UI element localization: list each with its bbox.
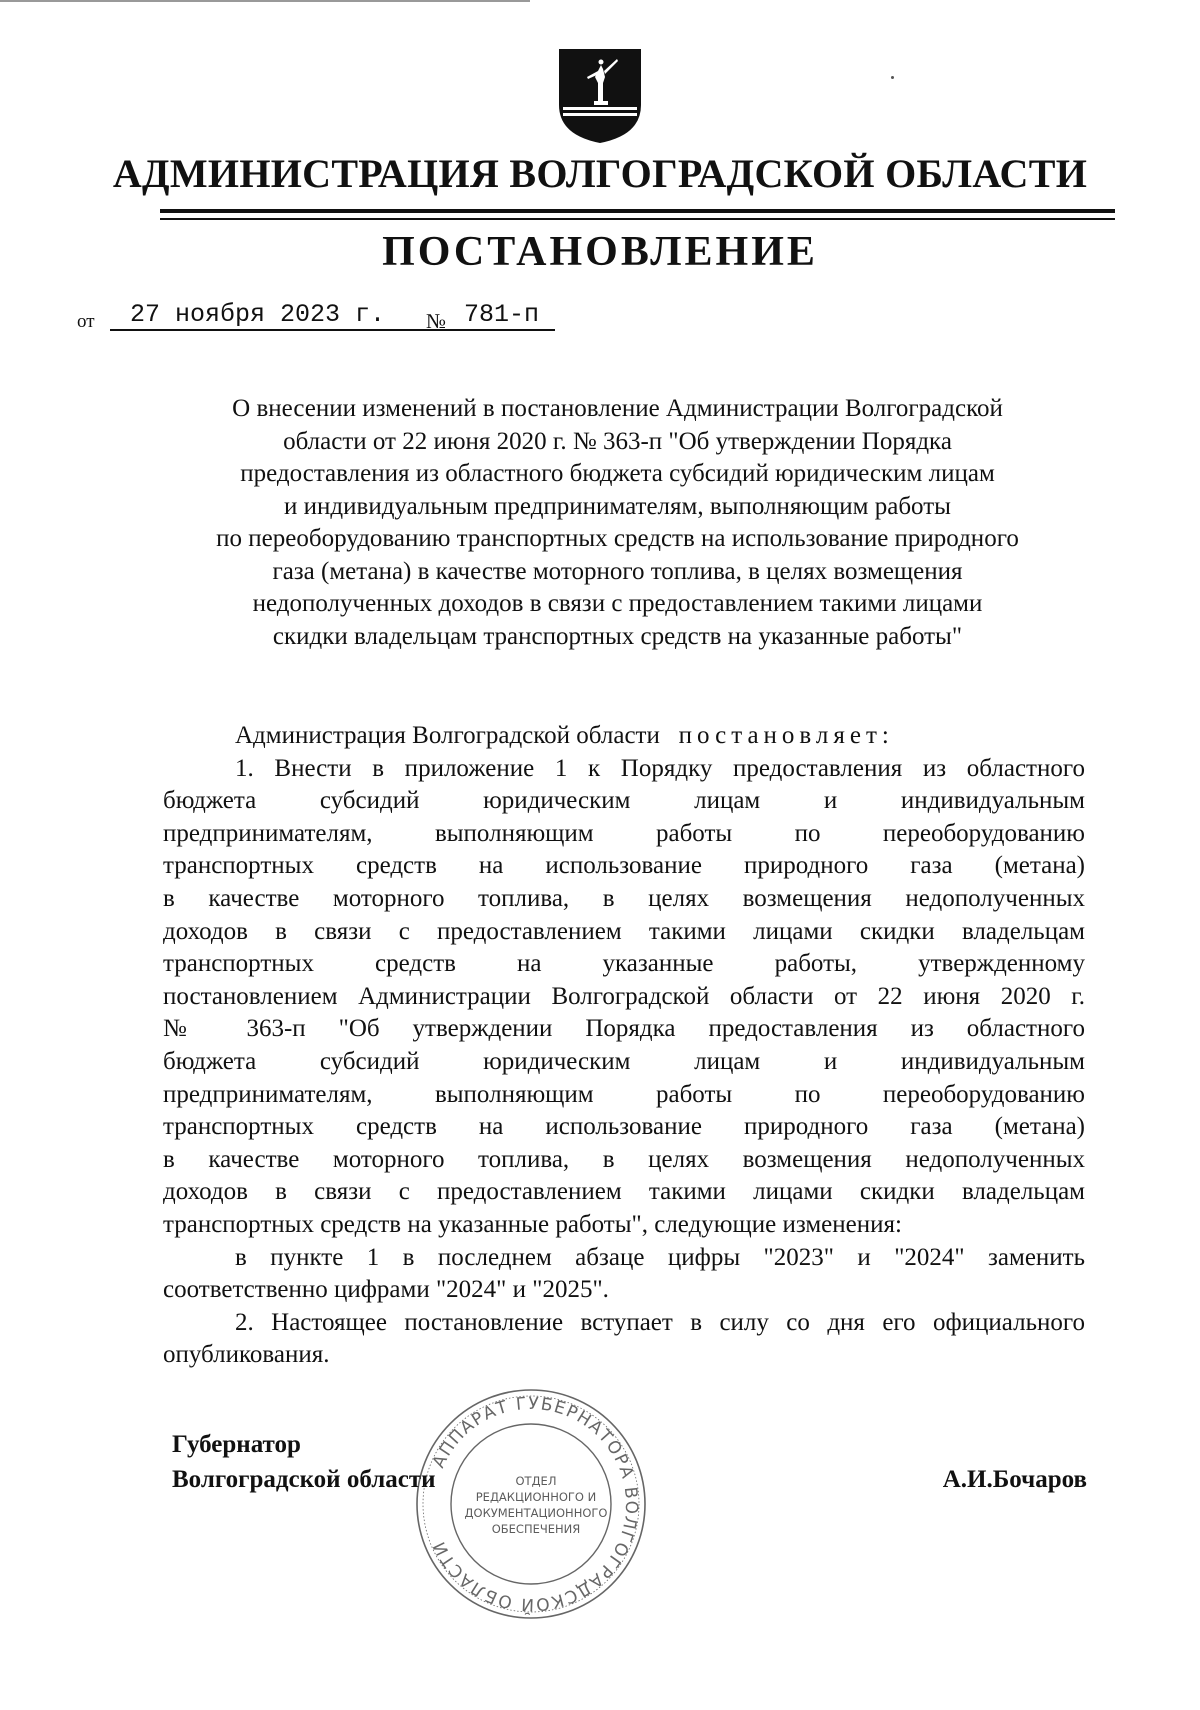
subject-line: предоставления из областного бюджета субсидий юридическим лицам [240,460,995,487]
paragraph-1-line: доходов в связи с предоставлением такими лицами скидки владельцам [163,1178,1085,1206]
paragraph-1-line: транспортных средств на использование природного газа (метана) [163,1113,1085,1141]
paragraph-1-last-line: транспортных средств на указанные работы", следующие изменения: [163,1210,902,1238]
document-body [163,720,1085,1372]
subject-line: области от 22 июня 2020 г. № 363-п "Об утверждении Порядка [283,427,952,455]
date-underline [110,329,460,331]
paragraph-1-line: транспортных средств на указанные работы, утвержденному [163,950,1085,978]
date-value: 27 ноября 2023 г. [130,300,386,329]
signatory-title-line: Губернатор [172,1431,301,1458]
number-underline [457,329,555,331]
signatory-title-line: Волгоградской области [172,1466,436,1493]
preamble-subject: Администрация Волгоградской области [235,722,660,749]
stamp-inner-line: ДОКУМЕНТАЦИОННОГО [464,1506,608,1520]
paragraph-1-line: предпринимателям, выполняющим работы по переоборудованию [163,819,1085,847]
paragraph-1-line: бюджета субсидий юридическим лицам и индивидуальным [163,1047,1085,1075]
paragraph-1-line: № 363-п "Об утверждении Порядка предоставления из областного [163,1015,1085,1043]
paragraph-1-line: постановлением Администрации Волгоградской области от 22 июня 2020 г. [163,982,1085,1010]
subject-line: О внесении изменений в постановление Администрации Волгоградской [232,395,1003,422]
stamp-inner-line: ОТДЕЛ [515,1474,557,1488]
number-value: 781-п [464,300,540,329]
stamp-inner-line: РЕДАКЦИОННОГО И [475,1490,597,1504]
paragraph-1-line: бюджета субсидий юридическим лицам и индивидуальным [163,787,1085,815]
paragraph-1-line: транспортных средств на использование природного газа (метана) [163,852,1085,880]
number-label: № [426,309,447,333]
organization-name: АДМИНИСТРАЦИЯ ВОЛГОГРАДСКОЙ ОБЛАСТИ [112,151,1088,196]
scan-speck [891,76,894,79]
signatory-name: А.И.Бочаров [942,1466,1087,1493]
preamble-verb: постановляет: [678,722,894,749]
stamp-outer-text: АППАРАТ ГУБЕРНАТОРА ВОЛГОГРАДСКОЙ ОБЛАСТИ [428,1393,642,1615]
date-label: от [77,311,95,332]
official-stamp-icon [412,1385,650,1623]
paragraph-1-line: доходов в связи с предоставлением такими лицами скидки владельцам [163,917,1085,945]
coat-of-arms-icon [557,47,643,145]
subject-line: по переоборудованию транспортных средств на использование природного [216,525,1019,552]
header-rule-thin [160,218,1115,220]
subject-line: и индивидуальным предпринимателям, выполняющим работы [284,492,951,520]
paragraph-1-line: в качестве моторного топлива, в целях возмещения недополученных [163,884,1085,912]
document-type: ПОСТАНОВЛЕНИЕ [382,229,818,275]
paragraph-2-line: 2. Настоящее постановление вступает в силу со дня его официального [235,1308,1085,1336]
subject-line: скидки владельцам транспортных средств на указанные работы" [272,622,963,650]
paragraph-1-line: 1. Внести в приложение 1 к Порядку предоставления из областного [235,754,1085,782]
preamble [163,720,1085,753]
stamp-inner-line: ОБЕСПЕЧЕНИЯ [491,1522,581,1536]
amendment-line: соответственно цифрами "2024" и "2025". [163,1276,609,1304]
subject-line: газа (метана) в качестве моторного топлива, в целях возмещения [272,557,963,585]
paragraph-2-line: опубликования. [163,1341,330,1369]
document-subject [155,393,1080,653]
subject-line: недополученных доходов в связи с предоставлением такими лицами [252,590,983,617]
signatory-title [172,1427,436,1497]
paragraph-1-line: предпринимателям, выполняющим работы по переоборудованию [163,1080,1085,1108]
scan-edge-line [0,0,530,2]
amendment-line: в пункте 1 в последнем абзаце цифры "2023" и "2024" заменить [235,1243,1085,1271]
paragraph-1-line: в качестве моторного топлива, в целях возмещения недополученных [163,1145,1085,1173]
header-rule-thick [160,209,1115,213]
